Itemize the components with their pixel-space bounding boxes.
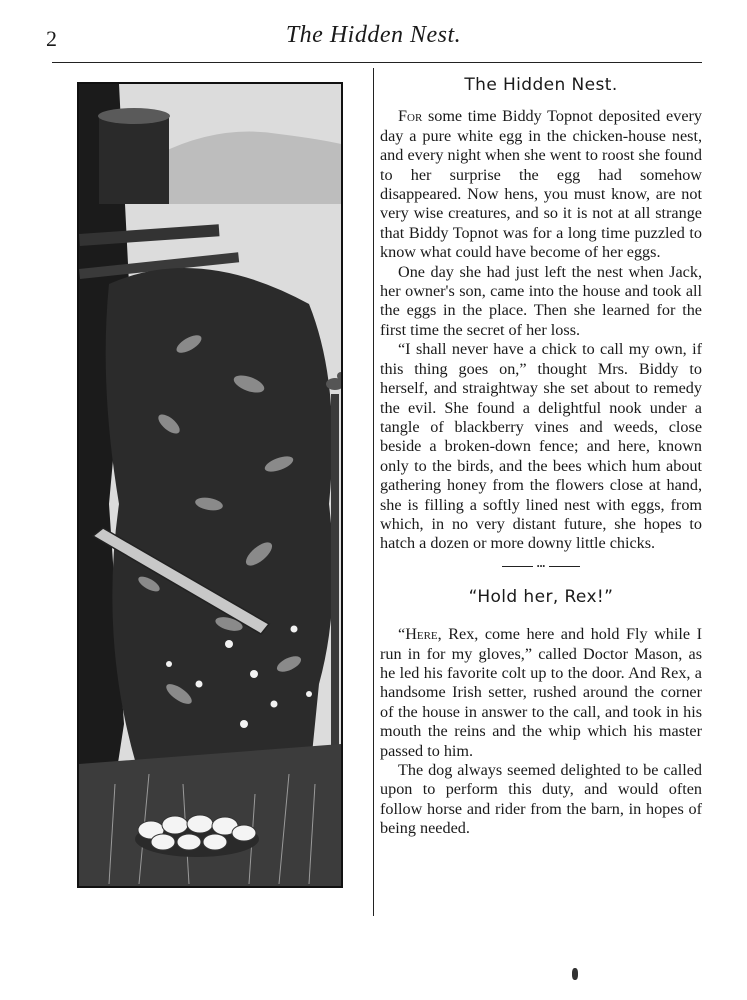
article1-paragraph-1-text: some time Biddy Topnot deposited every day a pure white egg in the chicken-house nest, and every night when she went to roost she found to her surprise the egg had somehow disappeared. Now hens, you must know, are not very wise creatures, and so it is not at all strange that Biddy Topnot was for a long time puzzled to know what could have become of her eggs. bbox=[380, 107, 702, 262]
article1-paragraph-2: One day she had just left the nest when Jack, her owner's son, came into the house and took all the eggs in the place. Then she learned for the first time the secret of her loss. bbox=[380, 262, 702, 339]
text-column bbox=[380, 72, 702, 839]
hidden-nest-engraving bbox=[79, 84, 341, 886]
article2-paragraph-1 bbox=[380, 625, 702, 761]
ink-speck bbox=[572, 968, 578, 980]
article2-paragraph-1-text: , Rex, come here and hold Fly while I run in for my gloves,” called Doctor Mason, as he led his favorite colt up to the door. And Rex, a handsome Irish setter, rushed around the corner of the house in answer to the call, and took in his mouth the reins and the whip which his master passed to him. bbox=[380, 625, 702, 760]
section-divider bbox=[502, 563, 580, 570]
article1-paragraph-3: “I shall never have a chick to call my own, if this thing goes on,” thought Mrs. Biddy to herself, and straightway she set about to remedy the evil. She found a delightful nook under a tangle of blackberry vines and weeds, close beside a broken-down fence; and here, known only to the birds, and the bees which hum about gathering honey from the flowers close at hand, she is filling a softly lined nest with eggs, from which, in no very distant future, she hopes to hatch a dozen or more downy little chicks. bbox=[380, 340, 702, 553]
header-rule bbox=[52, 62, 702, 63]
article2-paragraph-2: The dog always seemed delighted to be called upon to perform this duty, and would often follow horse and rider from the barn, in hopes of being needed. bbox=[380, 761, 702, 838]
article1-paragraph-1 bbox=[380, 107, 702, 262]
article2-lead-word: Here bbox=[405, 625, 438, 644]
article1-lead-word: For bbox=[398, 107, 423, 126]
column-divider-rule bbox=[373, 68, 374, 916]
divider-ornament: ••• bbox=[533, 563, 549, 570]
article2-open-quote: “ bbox=[398, 625, 406, 644]
article-title-hidden-nest: The Hidden Nest. bbox=[464, 75, 618, 95]
engraving-illustration bbox=[77, 82, 343, 888]
article-title-hold-her-rex: “Hold her, Rex!” bbox=[468, 586, 614, 607]
page-number: 2 bbox=[46, 26, 57, 51]
running-head-title: The Hidden Nest. bbox=[285, 22, 462, 48]
